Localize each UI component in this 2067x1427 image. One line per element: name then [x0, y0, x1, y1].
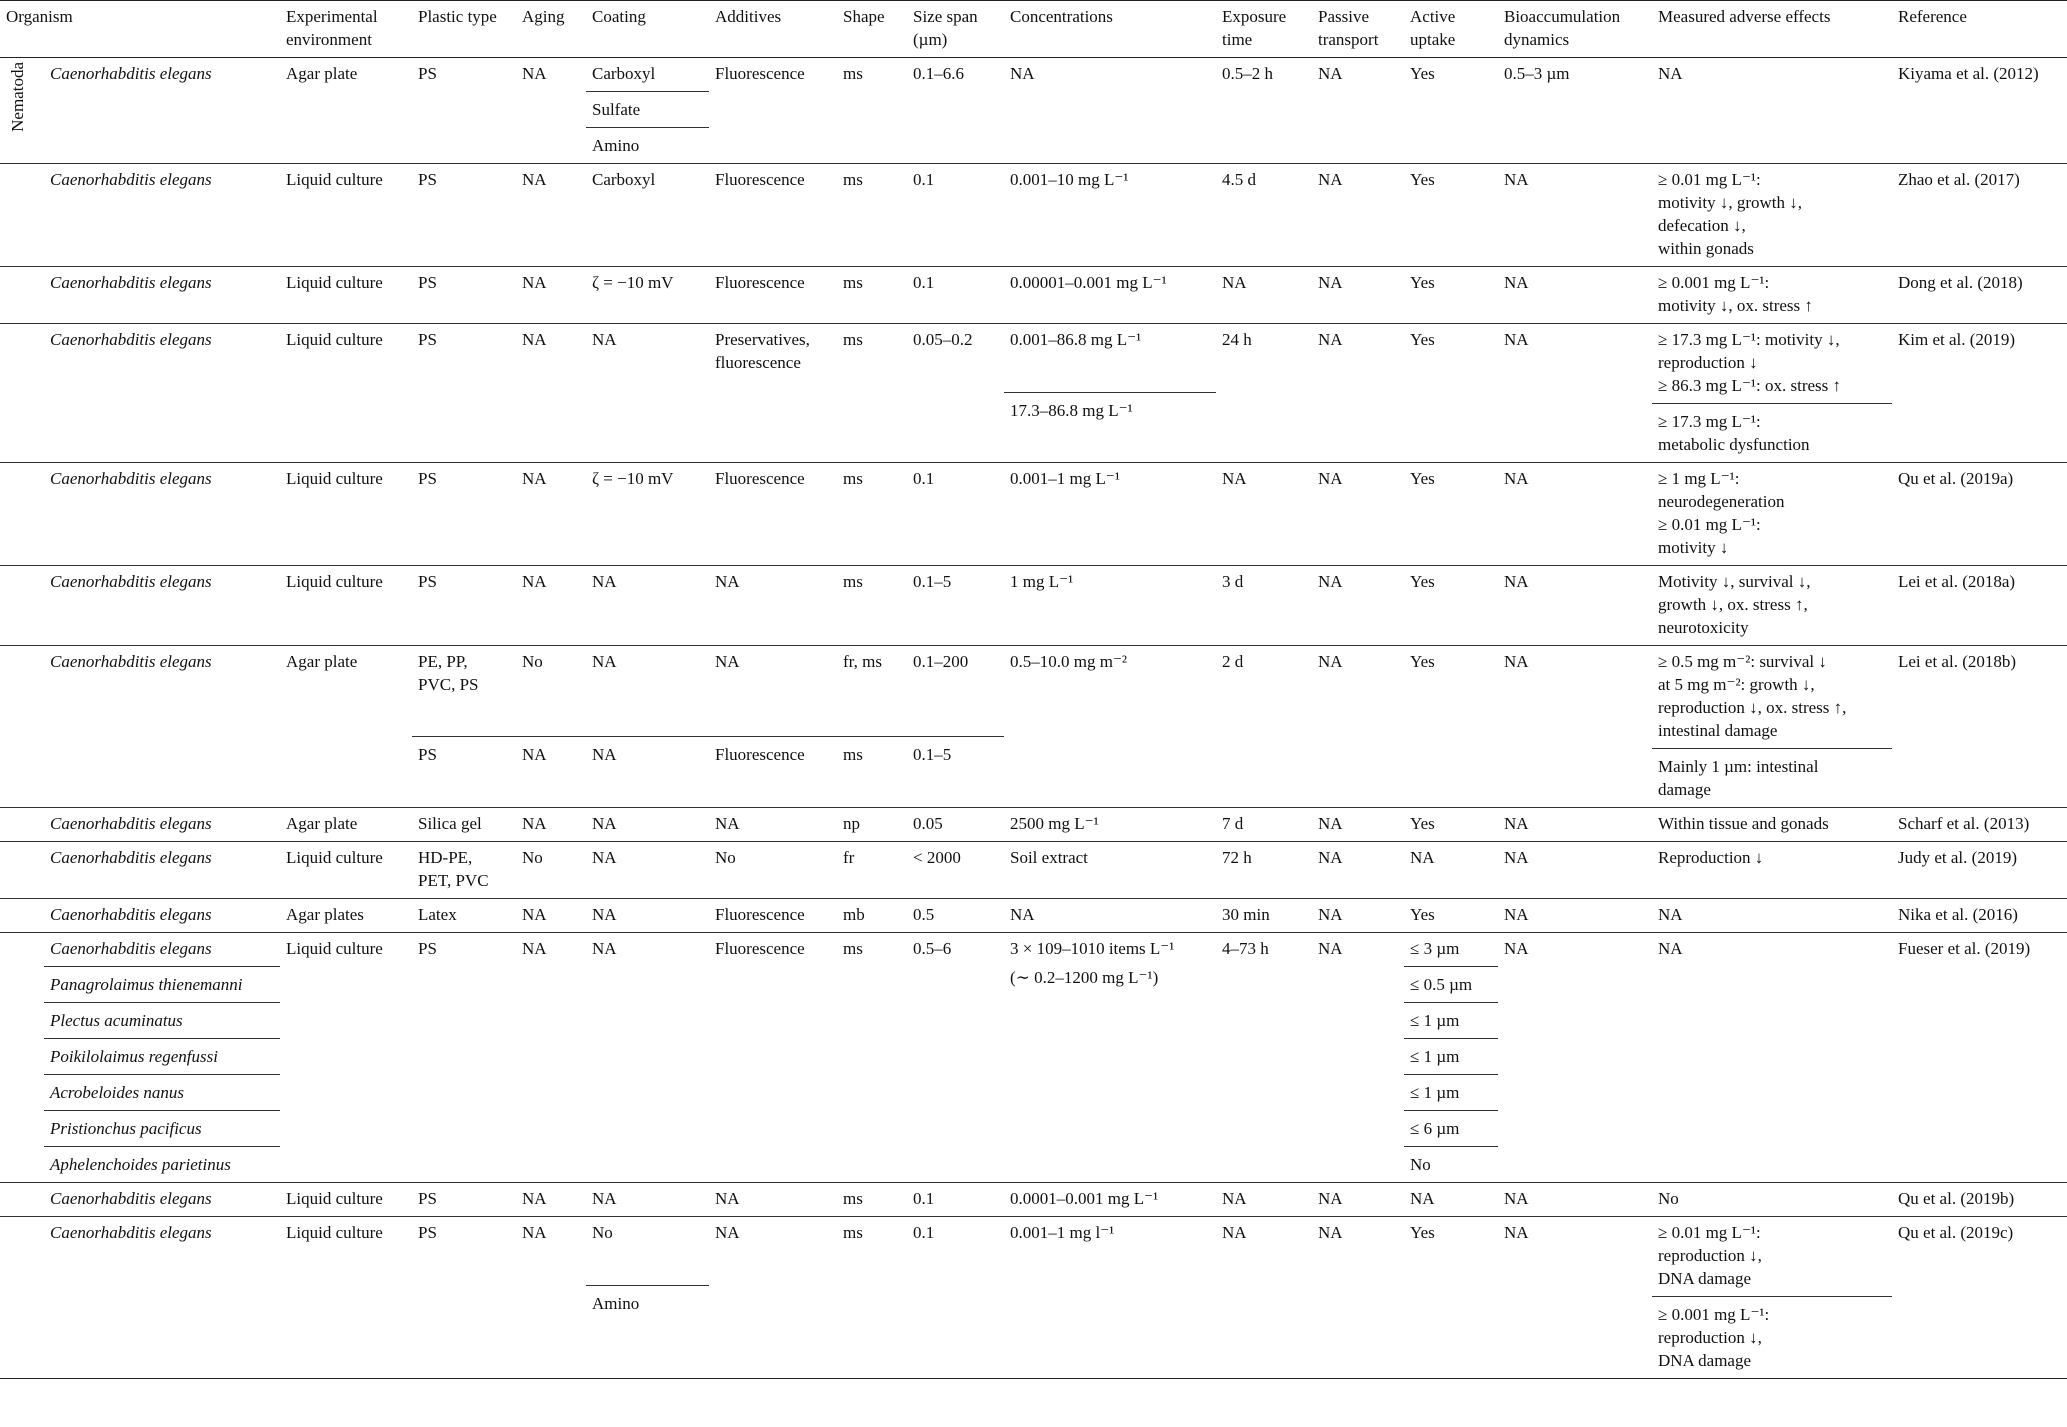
effects-line: reproduction ↓ — [1658, 353, 1758, 372]
active-cell: Yes — [1404, 463, 1498, 566]
effects-line: ≥ 17.3 mg L⁻¹: motivity ↓, — [1658, 330, 1840, 349]
table-row — [0, 933, 2067, 1183]
table-row — [0, 1183, 2067, 1217]
organism-cell: Caenorhabditis elegans — [50, 64, 212, 83]
active-item: No — [1404, 1146, 1498, 1176]
organism-cell: Caenorhabditis elegans — [44, 566, 280, 646]
header-concentrations: Concentrations — [1004, 1, 1216, 58]
shape-cell: ms — [837, 933, 907, 1183]
concentration-item: 0.001–86.8 mg L⁻¹ — [1010, 330, 1142, 349]
bioacc-cell: NA — [1498, 808, 1652, 842]
organism-cell: Caenorhabditis elegans — [44, 842, 280, 899]
aging-cell: NA — [516, 164, 586, 267]
reference-cell: Nika et al. (2016) — [1892, 899, 2067, 933]
additives-cell: Fluorescence — [709, 463, 837, 566]
passive-cell: NA — [1312, 463, 1404, 566]
plastic-line: HD-PE, — [418, 848, 473, 867]
aging-cell: NA — [516, 899, 586, 933]
bioacc-cell: NA — [1498, 842, 1652, 899]
table-row — [0, 164, 2067, 267]
reference-cell: Qu et al. (2019a) — [1892, 463, 2067, 566]
coating-item: Sulfate — [586, 91, 709, 121]
active-item: ≤ 3 µm — [1410, 939, 1460, 958]
bioacc-cell: NA — [1498, 899, 1652, 933]
organism-cell — [44, 933, 280, 1183]
passive-cell: NA — [1318, 64, 1343, 83]
effects-line: ≥ 0.001 mg L⁻¹: — [1652, 1296, 1892, 1326]
reference-cell: Zhao et al. (2017) — [1892, 164, 2067, 267]
size-cell — [907, 646, 1004, 808]
size-cell: 0.1 — [907, 1217, 1004, 1379]
coating-cell: NA — [586, 842, 709, 899]
additives-cell: Fluorescence — [709, 267, 837, 324]
additives-cell: NA — [709, 1217, 837, 1379]
environment-cell: Agar plates — [280, 899, 412, 933]
passive-cell: NA — [1312, 808, 1404, 842]
passive-cell: NA — [1312, 933, 1404, 1183]
effects-line: neurodegeneration — [1658, 492, 1785, 511]
shape-item: ms — [837, 736, 907, 766]
coating-cell — [586, 1217, 709, 1379]
exposure-cell: 30 min — [1216, 899, 1312, 933]
aging-cell: NA — [516, 1183, 586, 1217]
organism-item: Aphelenchoides parietinus — [44, 1146, 280, 1176]
table-row — [0, 646, 2067, 808]
group-label: Nematoda — [8, 62, 27, 132]
additives-cell — [709, 324, 837, 463]
additives-cell: Fluorescence — [709, 899, 837, 933]
passive-cell: NA — [1312, 566, 1404, 646]
table-row — [0, 566, 2067, 646]
effects-cell — [1652, 1217, 1892, 1379]
effects-line: ≥ 86.3 mg L⁻¹: ox. stress ↑ — [1658, 376, 1842, 395]
organism-item: Acrobeloides nanus — [44, 1074, 280, 1104]
coating-cell: NA — [586, 933, 709, 1183]
concentrations-cell: 1 mg L⁻¹ — [1004, 566, 1216, 646]
concentrations-cell: Soil extract — [1004, 842, 1216, 899]
effects-line: motivity ↓, growth ↓, — [1658, 193, 1803, 212]
effects-cell — [1652, 164, 1892, 267]
shape-cell: np — [837, 808, 907, 842]
header-aging: Aging — [516, 1, 586, 58]
organism-item: Caenorhabditis elegans — [50, 939, 212, 958]
additives-cell: Fluorescence — [709, 933, 837, 1183]
size-item: 0.1–5 — [907, 736, 1004, 766]
environment-cell: Liquid culture — [280, 933, 412, 1183]
size-cell: 0.1–6.6 — [913, 64, 964, 83]
size-cell: 0.05 — [907, 808, 1004, 842]
shape-item: fr, ms — [843, 652, 882, 671]
size-cell: 0.5 — [907, 899, 1004, 933]
effects-line: damage — [1658, 780, 1711, 799]
plastic-cell: PS — [418, 64, 437, 83]
concentration-line: (∼ 0.2–1200 mg L⁻¹) — [1010, 968, 1159, 987]
header-effects: Measured adverse effects — [1652, 1, 1892, 58]
plastic-line: PS — [412, 736, 516, 766]
aging-cell: NA — [516, 566, 586, 646]
shape-cell: ms — [837, 1183, 907, 1217]
plastic-cell: Silica gel — [412, 808, 516, 842]
environment-cell: Liquid culture — [280, 463, 412, 566]
shape-cell: ms — [837, 164, 907, 267]
effects-line: DNA damage — [1658, 1351, 1752, 1370]
effects-cell: No — [1652, 1183, 1892, 1217]
effects-line: motivity ↓, ox. stress ↑ — [1658, 296, 1813, 315]
active-cell: Yes — [1404, 267, 1498, 324]
table-row — [0, 463, 2067, 566]
shape-cell: ms — [837, 1217, 907, 1379]
header-size: Size span (µm) — [907, 1, 1004, 58]
additives-line: Preservatives, — [715, 330, 810, 349]
active-cell: NA — [1404, 1183, 1498, 1217]
effects-cell — [1652, 463, 1892, 566]
bioacc-cell: NA — [1498, 646, 1652, 808]
coating-item: NA — [592, 652, 617, 671]
additives-cell: No — [709, 842, 837, 899]
organism-cell: Caenorhabditis elegans — [44, 808, 280, 842]
table-row — [0, 58, 2067, 164]
environment-cell: Liquid culture — [280, 1217, 412, 1379]
passive-cell: NA — [1312, 267, 1404, 324]
active-cell: Yes — [1404, 566, 1498, 646]
concentrations-cell: NA — [1010, 64, 1035, 83]
aging-cell: NA — [516, 808, 586, 842]
environment-cell: Agar plate — [280, 808, 412, 842]
effects-cell: Reproduction ↓ — [1652, 842, 1892, 899]
exposure-cell: 24 h — [1216, 324, 1312, 463]
shape-cell: ms — [837, 463, 907, 566]
effects-line: reproduction ↓, ox. stress ↑, — [1658, 698, 1847, 717]
organism-cell: Caenorhabditis elegans — [44, 324, 280, 463]
active-cell: Yes — [1404, 324, 1498, 463]
size-cell: 0.1 — [907, 164, 1004, 267]
effects-line: ≥ 0.5 mg m⁻²: survival ↓ — [1658, 652, 1827, 671]
active-cell — [1404, 933, 1498, 1183]
size-cell: 0.1–5 — [907, 566, 1004, 646]
passive-cell: NA — [1312, 1183, 1404, 1217]
organism-cell: Caenorhabditis elegans — [44, 267, 280, 324]
shape-cell: ms — [843, 64, 863, 83]
coating-cell: NA — [586, 1183, 709, 1217]
header-shape: Shape — [837, 1, 907, 58]
size-cell: 0.5–6 — [907, 933, 1004, 1183]
aging-cell: NA — [516, 463, 586, 566]
aging-cell — [516, 646, 586, 808]
concentrations-cell: 0.001–1 mg L⁻¹ — [1004, 463, 1216, 566]
header-passive: Passive transport — [1312, 1, 1404, 58]
organism-cell: Caenorhabditis elegans — [44, 646, 280, 808]
additives-cell: NA — [709, 1183, 837, 1217]
plastic-cell — [412, 842, 516, 899]
bioacc-cell: NA — [1498, 463, 1652, 566]
effects-line: ≥ 17.3 mg L⁻¹: — [1652, 403, 1892, 433]
bioacc-cell: NA — [1498, 933, 1652, 1183]
effects-line: Motivity ↓, survival ↓, — [1658, 572, 1811, 591]
effects-line: Mainly 1 µm: intestinal — [1652, 748, 1892, 778]
organism-cell: Caenorhabditis elegans — [44, 463, 280, 566]
plastic-cell: Latex — [412, 899, 516, 933]
active-item: ≤ 0.5 µm — [1404, 966, 1498, 996]
header-reference: Reference — [1892, 1, 2067, 58]
additives-item: Fluorescence — [709, 736, 837, 766]
effects-line: at 5 mg m⁻²: growth ↓, — [1658, 675, 1815, 694]
effects-cell: NA — [1652, 899, 1892, 933]
environment-cell: Liquid culture — [280, 324, 412, 463]
organism-cell: Caenorhabditis elegans — [44, 164, 280, 267]
coating-cell: NA — [586, 808, 709, 842]
plastic-cell: PS — [412, 267, 516, 324]
passive-cell: NA — [1312, 842, 1404, 899]
exposure-cell: 72 h — [1216, 842, 1312, 899]
table-row — [0, 808, 2067, 842]
plastic-cell: PS — [412, 164, 516, 267]
effects-cell — [1652, 566, 1892, 646]
aging-cell: NA — [516, 1217, 586, 1379]
plastic-cell: PS — [412, 933, 516, 1183]
plastic-cell: PS — [412, 1217, 516, 1379]
active-cell: NA — [1404, 842, 1498, 899]
organism-item: Pristionchus pacificus — [44, 1110, 280, 1140]
plastic-cell: PS — [412, 1183, 516, 1217]
bioacc-cell: NA — [1498, 267, 1652, 324]
effects-line: ≥ 0.01 mg L⁻¹: — [1658, 1223, 1761, 1242]
coating-item: No — [592, 1223, 613, 1242]
effects-line: defecation ↓, — [1658, 216, 1746, 235]
effects-line: neurotoxicity — [1658, 618, 1749, 637]
organism-cell: Caenorhabditis elegans — [44, 899, 280, 933]
active-cell: Yes — [1404, 164, 1498, 267]
bioacc-cell: NA — [1498, 324, 1652, 463]
reference-cell: Qu et al. (2019b) — [1892, 1183, 2067, 1217]
shape-cell: ms — [837, 566, 907, 646]
table-row — [0, 267, 2067, 324]
reference-cell: Kim et al. (2019) — [1892, 324, 2067, 463]
table-row — [0, 899, 2067, 933]
shape-cell: ms — [837, 267, 907, 324]
effects-line: reproduction ↓, — [1658, 1328, 1762, 1347]
organism-cell: Caenorhabditis elegans — [44, 1183, 280, 1217]
exposure-cell: 4–73 h — [1216, 933, 1312, 1183]
coating-cell: NA — [586, 324, 709, 463]
exposure-cell: NA — [1216, 463, 1312, 566]
aging-cell: NA — [522, 64, 547, 83]
concentrations-cell: 0.001–1 mg l⁻¹ — [1004, 1217, 1216, 1379]
effects-cell: NA — [1652, 933, 1892, 1183]
organism-cell: Caenorhabditis elegans — [44, 1217, 280, 1379]
size-item: 0.1–200 — [913, 652, 969, 671]
concentrations-cell: 0.00001–0.001 mg L⁻¹ — [1004, 267, 1216, 324]
aging-cell: No — [516, 842, 586, 899]
table-row — [0, 324, 2067, 463]
additives-cell: Fluorescence — [715, 64, 805, 83]
additives-cell — [709, 646, 837, 808]
bioacc-cell: NA — [1498, 1217, 1652, 1379]
aging-item: No — [522, 652, 543, 671]
active-cell: Yes — [1404, 899, 1498, 933]
coating-cell: ζ = −10 mV — [586, 463, 709, 566]
plastic-cell: PS — [412, 463, 516, 566]
effects-line: ≥ 0.01 mg L⁻¹: — [1658, 170, 1761, 189]
size-cell: < 2000 — [907, 842, 1004, 899]
environment-cell: Liquid culture — [280, 566, 412, 646]
effects-cell — [1652, 646, 1892, 808]
reference-cell: Dong et al. (2018) — [1892, 267, 2067, 324]
passive-cell: NA — [1312, 1217, 1404, 1379]
exposure-cell: NA — [1216, 1183, 1312, 1217]
concentrations-cell: NA — [1004, 899, 1216, 933]
reference-cell: Qu et al. (2019c) — [1892, 1217, 2067, 1379]
effects-line: ≥ 1 mg L⁻¹: — [1658, 469, 1740, 488]
exposure-cell: 3 d — [1216, 566, 1312, 646]
coating-item: Amino — [586, 127, 709, 157]
size-cell: 0.1 — [907, 1183, 1004, 1217]
organism-item: Poikilolaimus regenfussi — [44, 1038, 280, 1068]
coating-cell: Carboxyl — [586, 164, 709, 267]
active-cell: Yes — [1404, 1217, 1498, 1379]
active-cell: Yes — [1404, 808, 1498, 842]
shape-cell: mb — [837, 899, 907, 933]
additives-item: NA — [715, 652, 740, 671]
reference-cell: Lei et al. (2018b) — [1892, 646, 2067, 808]
aging-item: NA — [516, 736, 586, 766]
concentrations-cell: 2500 mg L⁻¹ — [1004, 808, 1216, 842]
environment-cell: Agar plate — [280, 646, 412, 808]
effects-cell: NA — [1658, 64, 1683, 83]
active-cell: Yes — [1410, 64, 1435, 83]
size-cell: 0.1 — [907, 267, 1004, 324]
coating-cell — [586, 58, 709, 164]
aging-cell: NA — [516, 324, 586, 463]
shape-cell: fr — [837, 842, 907, 899]
effects-line: motivity ↓ — [1658, 538, 1729, 557]
effects-cell — [1652, 267, 1892, 324]
concentration-line: 3 × 109–1010 items L⁻¹ — [1010, 939, 1175, 958]
header-coating: Coating — [586, 1, 709, 58]
passive-cell: NA — [1312, 899, 1404, 933]
environment-cell: Agar plate — [286, 64, 358, 83]
shape-cell — [837, 646, 907, 808]
effects-line: intestinal damage — [1658, 721, 1778, 740]
effects-line: ≥ 0.01 mg L⁻¹: — [1658, 515, 1761, 534]
header-additives: Additives — [709, 1, 837, 58]
reference-cell: Lei et al. (2018a) — [1892, 566, 2067, 646]
coating-cell: NA — [586, 899, 709, 933]
header-bioacc: Bioaccumulation dynamics — [1498, 1, 1652, 58]
header-active: Active uptake — [1404, 1, 1498, 58]
exposure-cell: 4.5 d — [1216, 164, 1312, 267]
plastic-line: PET, PVC — [418, 871, 489, 890]
bioacc-cell: 0.5–3 µm — [1504, 64, 1570, 83]
additives-line: fluorescence — [715, 353, 801, 372]
size-cell: 0.05–0.2 — [907, 324, 1004, 463]
exposure-cell: 7 d — [1216, 808, 1312, 842]
effects-line: metabolic dysfunction — [1658, 435, 1810, 454]
effects-line: reproduction ↓, — [1658, 1246, 1762, 1265]
aging-cell: NA — [516, 267, 586, 324]
concentrations-cell: 0.001–10 mg L⁻¹ — [1004, 164, 1216, 267]
exposure-cell: NA — [1216, 1217, 1312, 1379]
bioacc-cell: NA — [1498, 1183, 1652, 1217]
environment-cell: Liquid culture — [280, 1183, 412, 1217]
effects-line: growth ↓, ox. stress ↑, — [1658, 595, 1808, 614]
active-cell: Yes — [1404, 646, 1498, 808]
passive-cell: NA — [1312, 164, 1404, 267]
effects-cell: Within tissue and gonads — [1652, 808, 1892, 842]
concentrations-cell — [1004, 324, 1216, 463]
coating-item: Carboxyl — [592, 64, 656, 83]
table-row — [0, 1217, 2067, 1379]
bioacc-cell: NA — [1498, 566, 1652, 646]
concentrations-cell: 0.0001–0.001 mg L⁻¹ — [1004, 1183, 1216, 1217]
header-exposure: Exposure time — [1216, 1, 1312, 58]
passive-cell: NA — [1312, 324, 1404, 463]
environment-cell: Liquid culture — [280, 267, 412, 324]
header-plastic: Plastic type — [412, 1, 516, 58]
header-row — [0, 1, 2067, 58]
additives-cell: Fluorescence — [709, 164, 837, 267]
concentration-item: 17.3–86.8 mg L⁻¹ — [1004, 392, 1216, 422]
active-item: ≤ 1 µm — [1404, 1074, 1498, 1104]
active-item: ≤ 6 µm — [1404, 1110, 1498, 1140]
table-row — [0, 842, 2067, 899]
coating-cell: NA — [586, 566, 709, 646]
plastic-cell: PS — [412, 324, 516, 463]
concentrations-cell — [1004, 933, 1216, 1183]
plastic-cell: PS — [412, 566, 516, 646]
plastic-cell — [412, 646, 516, 808]
coating-cell — [586, 646, 709, 808]
header-environment: Experimental environment — [280, 1, 412, 58]
exposure-cell: 2 d — [1216, 646, 1312, 808]
environment-cell: Liquid culture — [280, 164, 412, 267]
size-cell: 0.1 — [907, 463, 1004, 566]
shape-cell: ms — [837, 324, 907, 463]
coating-cell: ζ = −10 mV — [586, 267, 709, 324]
bioacc-cell: NA — [1498, 164, 1652, 267]
aging-cell: NA — [516, 933, 586, 1183]
reference-cell: Fueser et al. (2019) — [1892, 933, 2067, 1183]
effects-cell — [1652, 324, 1892, 463]
reference-cell: Kiyama et al. (2012) — [1898, 64, 2039, 83]
additives-cell: NA — [709, 566, 837, 646]
plastic-line: PE, PP, — [418, 652, 468, 671]
effects-line: ≥ 0.001 mg L⁻¹: — [1658, 273, 1770, 292]
effects-line: DNA damage — [1658, 1269, 1752, 1288]
coating-item: NA — [586, 736, 709, 766]
organism-item: Panagrolaimus thienemanni — [44, 966, 280, 996]
reference-cell: Scharf et al. (2013) — [1892, 808, 2067, 842]
active-item: ≤ 1 µm — [1404, 1002, 1498, 1032]
effects-line: within gonads — [1658, 239, 1754, 258]
organism-item: Plectus acuminatus — [44, 1002, 280, 1032]
header-organism: Organism — [0, 1, 280, 58]
reference-cell: Judy et al. (2019) — [1892, 842, 2067, 899]
concentrations-cell: 0.5–10.0 mg m⁻² — [1004, 646, 1216, 808]
environment-cell: Liquid culture — [280, 842, 412, 899]
active-item: ≤ 1 µm — [1404, 1038, 1498, 1068]
plastic-line: PVC, PS — [418, 675, 479, 694]
passive-cell: NA — [1312, 646, 1404, 808]
additives-cell: NA — [709, 808, 837, 842]
exposure-cell: NA — [1216, 267, 1312, 324]
exposure-cell: 0.5–2 h — [1222, 64, 1273, 83]
coating-item: Amino — [586, 1285, 709, 1315]
